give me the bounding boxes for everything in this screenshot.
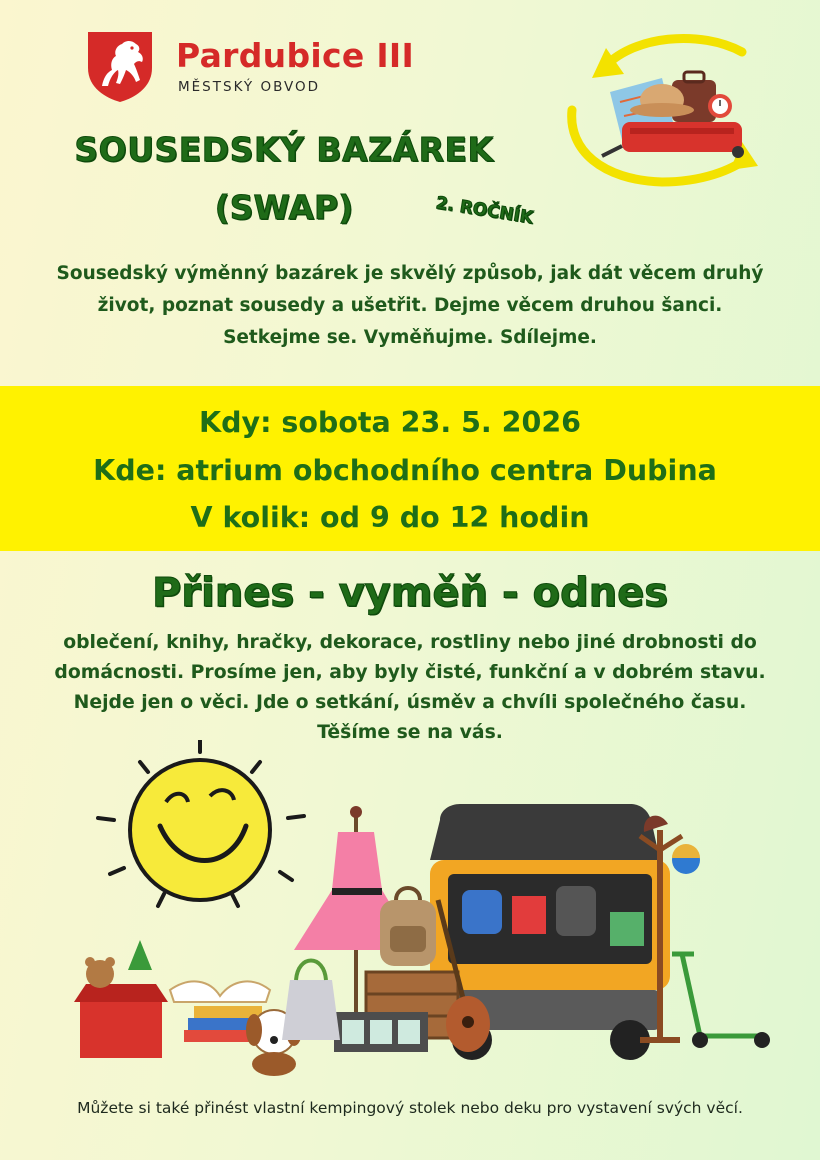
details-line-4: Těšíme se na vás.: [317, 722, 503, 743]
details-line-3: Nejde jen o věci. Jde o setkání, úsměv a chvíli společného času.: [73, 692, 747, 713]
event-info-band: [0, 386, 820, 551]
event-date: Kdy: sobota 23. 5. 2026: [199, 406, 581, 439]
scooter-icon: [672, 954, 770, 1048]
slogan: Přines - vyměň - odnes: [151, 570, 669, 616]
event-time: V kolik: od 9 do 12 hodin: [190, 501, 590, 534]
details-line-1: oblečení, knihy, hračky, dekorace, rostliny nebo jiné drobnosti do: [63, 632, 757, 653]
brand-subtitle: MĚSTSKÝ OBVOD: [178, 79, 320, 95]
backpack-icon: [380, 888, 436, 966]
title-line-1: SOUSEDSKÝ BAZÁREK: [74, 130, 494, 169]
travel-suitcase-icon: [562, 30, 782, 200]
crate-icon: [334, 972, 458, 1052]
edition-label: 2. ROČNÍK: [434, 193, 535, 229]
details-paragraph: [8, 628, 812, 748]
gift-box-icon: [74, 940, 168, 1058]
swap-items-illustration: [70, 740, 790, 1080]
details-line-2: domácnosti. Prosíme jen, aby byly čisté, funkční a v dobrém stavu.: [54, 662, 766, 683]
intro-line-3: Setkejme se. Vyměňujme. Sdílejme.: [223, 327, 597, 348]
brand-name: Pardubice III: [176, 36, 415, 75]
bag-icon: [282, 961, 340, 1041]
sun-icon: [98, 740, 304, 906]
intro-line-1: Sousedský výměnný bazárek je skvělý způsob, jak dát věcem druhý: [56, 263, 764, 284]
intro-line-2: život, poznat sousedy a ušetřit. Dejme věcem druhou šanci.: [97, 295, 723, 316]
title-line-2: (SWAP): [214, 188, 354, 227]
horse-shield-logo-icon: [82, 28, 158, 104]
footer-note: Můžete si také přinést vlastní kempingový stolek nebo deku pro vystavení svých věcí.: [77, 1099, 743, 1117]
intro-paragraph: [10, 258, 810, 354]
event-location: Kde: atrium obchodního centra Dubina: [93, 454, 717, 487]
